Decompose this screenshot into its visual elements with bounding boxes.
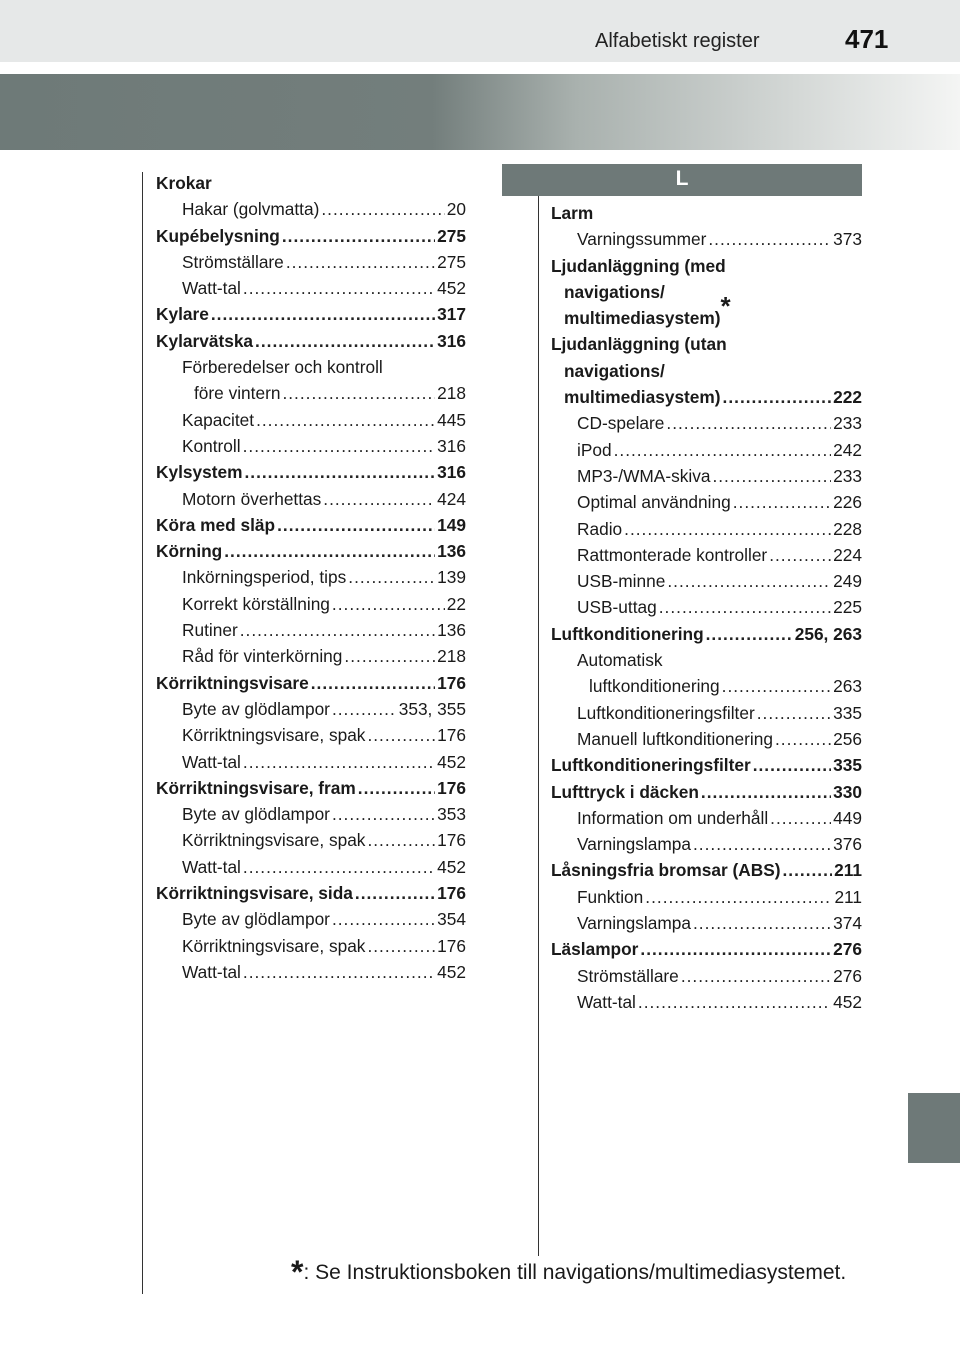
dot-leader xyxy=(757,700,831,726)
page-reference: 452 xyxy=(437,751,466,772)
dot-leader xyxy=(367,827,435,853)
entry-label: Lufttryck i däcken xyxy=(551,781,699,802)
dot-leader xyxy=(255,328,435,354)
page-reference: 224 xyxy=(833,544,862,565)
index-heading xyxy=(551,647,862,673)
entry-label: Luftkonditioneringsfilter xyxy=(577,702,755,723)
entry-label: Watt-tal xyxy=(577,991,636,1012)
entry-label: multimediasystem) xyxy=(564,387,721,408)
dot-leader xyxy=(706,621,793,647)
section-letter-header: L xyxy=(502,164,862,196)
index-entry xyxy=(156,906,466,932)
entry-label: Läslampor xyxy=(551,939,639,960)
page-reference: 242 xyxy=(833,439,862,460)
footnote xyxy=(291,1254,846,1291)
index-entry xyxy=(551,989,862,1015)
page-reference: 139 xyxy=(437,567,466,588)
page-reference: 275 xyxy=(437,251,466,272)
page-reference: 176 xyxy=(437,935,466,956)
entry-label: Ljudanläggning (med xyxy=(551,255,726,276)
dot-leader xyxy=(282,380,435,406)
dot-leader xyxy=(224,538,435,564)
dot-leader xyxy=(624,516,831,542)
index-column-right xyxy=(551,200,862,1015)
index-heading xyxy=(551,253,862,279)
header-bar xyxy=(0,0,960,62)
page-reference: 354 xyxy=(437,909,466,930)
entry-label: Luftkonditionering xyxy=(551,623,704,644)
page-reference: 20 xyxy=(446,199,466,220)
entry-label: Strömställare xyxy=(182,251,284,272)
page-reference: 449 xyxy=(833,807,862,828)
index-heading xyxy=(551,200,862,226)
entry-label: Varningssummer xyxy=(577,229,707,250)
page-reference: 374 xyxy=(833,913,862,934)
entry-label: Rattmonterade kontroller xyxy=(577,544,768,565)
entry-label: Körriktningsvisare, spak xyxy=(182,830,366,851)
page-reference: 256, 263 xyxy=(794,623,862,644)
entry-label: Information om underhåll xyxy=(577,807,769,828)
index-entry xyxy=(551,516,862,542)
entry-label: Krokar xyxy=(156,173,212,193)
index-entry xyxy=(156,196,466,222)
index-entry xyxy=(551,963,862,989)
index-entry xyxy=(156,301,466,327)
page-reference: 136 xyxy=(437,620,466,641)
page-reference: 22 xyxy=(446,593,466,614)
chapter-tab xyxy=(908,1093,960,1163)
dot-leader xyxy=(348,564,435,590)
page-reference: 452 xyxy=(437,856,466,877)
page-reference: 452 xyxy=(437,961,466,982)
dot-leader xyxy=(693,831,831,857)
dot-leader xyxy=(708,226,831,252)
entry-label: Manuell luftkonditionering xyxy=(577,728,773,749)
dot-leader xyxy=(244,459,435,485)
index-entry xyxy=(156,933,466,959)
entry-label: Radio xyxy=(577,518,623,539)
page-reference: 452 xyxy=(437,278,466,299)
index-entry xyxy=(551,568,862,594)
entry-label: Körriktningsvisare, spak xyxy=(182,935,366,956)
entry-label: Byte av glödlampor xyxy=(182,909,330,930)
entry-label: Köra med släp xyxy=(156,514,276,535)
page-reference: 335 xyxy=(833,755,862,776)
page-reference: 445 xyxy=(437,409,466,430)
entry-label: Kapacitet xyxy=(182,409,255,430)
entry-label: luftkonditionering xyxy=(589,676,720,697)
page-reference: 176 xyxy=(437,830,466,851)
page-reference: 176 xyxy=(437,725,466,746)
index-entry xyxy=(156,670,466,696)
page-reference: 275 xyxy=(437,225,466,246)
dot-leader xyxy=(723,384,832,410)
entry-label: Kupébelysning xyxy=(156,225,280,246)
index-entry xyxy=(551,700,862,726)
dot-leader xyxy=(277,512,435,538)
page-reference: 376 xyxy=(833,834,862,855)
index-entry xyxy=(156,722,466,748)
index-entry xyxy=(156,880,466,906)
dot-leader xyxy=(645,884,832,910)
index-entry xyxy=(551,384,862,410)
index-entry xyxy=(551,542,862,568)
entry-label: Rutiner xyxy=(182,620,238,641)
page-reference: 353 xyxy=(437,804,466,825)
index-entry xyxy=(551,805,862,831)
dot-leader xyxy=(659,594,831,620)
page-reference: 211 xyxy=(834,886,862,907)
page-reference: 353, 355 xyxy=(398,698,466,719)
entry-label: Strömställare xyxy=(577,965,679,986)
index-entry xyxy=(156,459,466,485)
entry-label: Körriktningsvisare, fram xyxy=(156,777,356,798)
page-reference: 276 xyxy=(833,939,862,960)
dot-leader xyxy=(355,880,435,906)
page-reference: 149 xyxy=(437,514,466,535)
entry-label: USB-minne xyxy=(577,571,666,592)
index-entry xyxy=(156,223,466,249)
dot-leader xyxy=(321,196,444,222)
index-entry xyxy=(551,884,862,910)
index-entry xyxy=(551,489,862,515)
page-reference: 316 xyxy=(437,330,466,351)
page-title: Alfabetiskt register xyxy=(595,30,760,52)
index-heading xyxy=(551,331,862,357)
entry-label: Automatisk xyxy=(577,650,663,671)
index-entry xyxy=(156,433,466,459)
dot-leader xyxy=(722,673,832,699)
index-heading xyxy=(156,170,466,196)
entry-label: Ljudanläggning (utan xyxy=(551,334,727,355)
index-entry xyxy=(156,696,466,722)
index-entry xyxy=(551,910,862,936)
entry-label: Watt-tal xyxy=(182,751,241,772)
entry-label: iPod xyxy=(577,439,612,460)
index-entry xyxy=(551,621,862,647)
column-divider xyxy=(538,194,539,1256)
entry-label: Larm xyxy=(551,203,594,223)
dot-leader xyxy=(733,489,831,515)
entry-label: Optimal användning xyxy=(577,492,731,513)
page-reference: 424 xyxy=(437,488,466,509)
footnote-text: : Se Instruktionsboken till navigations/multimediasystemet. xyxy=(303,1261,847,1284)
entry-label: Varningslampa xyxy=(577,913,691,934)
entry-label: Kylarvätska xyxy=(156,330,254,351)
page-reference: 276 xyxy=(833,965,862,986)
entry-label: navigations/ xyxy=(564,360,665,381)
page-reference: 316 xyxy=(437,435,466,456)
index-entry xyxy=(551,726,862,752)
dot-leader xyxy=(358,775,435,801)
index-heading xyxy=(551,279,862,305)
entry-label: Kylsystem xyxy=(156,462,243,483)
index-entry xyxy=(551,226,862,252)
dot-leader xyxy=(775,726,831,752)
page-reference: 330 xyxy=(833,781,862,802)
dot-leader xyxy=(243,749,435,775)
dot-leader xyxy=(701,779,831,805)
dot-leader xyxy=(243,433,436,459)
page-reference: 225 xyxy=(833,597,862,618)
entry-label: Körriktningsvisare, spak xyxy=(182,725,366,746)
index-entry xyxy=(551,831,862,857)
page-reference: 256 xyxy=(833,728,862,749)
index-entry xyxy=(156,749,466,775)
entry-label: Watt-tal xyxy=(182,278,241,299)
dot-leader xyxy=(286,249,435,275)
left-rule xyxy=(142,172,143,1294)
dot-leader xyxy=(323,486,435,512)
entry-label: Luftkonditioneringsfilter xyxy=(551,755,751,776)
footnote-marker: * xyxy=(291,1254,304,1290)
index-entry xyxy=(551,857,862,883)
index-entry xyxy=(156,407,466,433)
page-reference: 226 xyxy=(833,492,862,513)
dot-leader xyxy=(332,696,397,722)
dot-leader xyxy=(282,223,435,249)
dot-leader xyxy=(367,933,435,959)
entry-label: Körriktningsvisare xyxy=(156,672,309,693)
entry-label: Låsningsfria bromsar (ABS) xyxy=(551,860,781,881)
page-reference: 218 xyxy=(437,383,466,404)
index-entry xyxy=(156,617,466,643)
dot-leader xyxy=(666,410,831,436)
index-entry xyxy=(551,752,862,778)
entry-label: Watt-tal xyxy=(182,856,241,877)
index-entry xyxy=(156,775,466,801)
index-entry xyxy=(156,380,466,406)
entry-label: CD-spelare xyxy=(577,413,665,434)
index-entry xyxy=(156,801,466,827)
entry-label: Kylare xyxy=(156,304,209,325)
entry-label: före vintern xyxy=(194,383,281,404)
index-entry xyxy=(156,564,466,590)
index-heading xyxy=(156,354,466,380)
page-reference: 218 xyxy=(437,646,466,667)
index-entry xyxy=(551,437,862,463)
page-reference: 222 xyxy=(833,387,862,408)
dot-leader xyxy=(256,407,435,433)
entry-label: Förberedelser och kontroll xyxy=(182,357,383,378)
header-banner xyxy=(0,74,960,150)
dot-leader xyxy=(344,643,435,669)
entry-label: multimediasystem) xyxy=(564,308,721,329)
entry-label: Funktion xyxy=(577,886,644,907)
index-entry xyxy=(551,673,862,699)
dot-leader xyxy=(240,617,435,643)
entry-label: Byte av glödlampor xyxy=(182,804,330,825)
dot-leader xyxy=(783,857,833,883)
dot-leader xyxy=(638,989,831,1015)
index-entry xyxy=(156,591,466,617)
index-entry xyxy=(156,827,466,853)
page-reference: 176 xyxy=(437,883,466,904)
page-reference: 263 xyxy=(833,676,862,697)
page-reference: 317 xyxy=(437,304,466,325)
index-entry xyxy=(551,936,862,962)
entry-label: Körning xyxy=(156,541,223,562)
entry-label: MP3-/WMA-skiva xyxy=(577,465,711,486)
dot-leader xyxy=(770,805,831,831)
entry-label: Inkörningsperiod, tips xyxy=(182,567,347,588)
dot-leader xyxy=(311,670,435,696)
index-entry xyxy=(156,275,466,301)
page-reference: 249 xyxy=(833,571,862,592)
page-reference: 233 xyxy=(833,413,862,434)
entry-label: Hakar (golvmatta) xyxy=(182,199,320,220)
footnote-ref-marker: * xyxy=(720,291,731,322)
dot-leader xyxy=(332,591,445,617)
page-reference: 176 xyxy=(437,777,466,798)
page-reference: 316 xyxy=(437,462,466,483)
dot-leader xyxy=(681,963,831,989)
entry-label: navigations/ xyxy=(564,281,665,302)
entry-label: Motorn överhettas xyxy=(182,488,322,509)
entry-label: Råd för vinterkörning xyxy=(182,646,343,667)
index-heading xyxy=(551,358,862,384)
entry-label: Korrekt körställning xyxy=(182,593,330,614)
dot-leader xyxy=(211,301,435,327)
page-reference: 228 xyxy=(833,518,862,539)
index-entry xyxy=(551,779,862,805)
page-reference: 373 xyxy=(833,229,862,250)
index-entry xyxy=(551,594,862,620)
index-column-left xyxy=(156,170,466,985)
page-reference: 452 xyxy=(833,991,862,1012)
dot-leader xyxy=(614,437,832,463)
index-entry xyxy=(551,463,862,489)
dot-leader xyxy=(332,801,435,827)
dot-leader xyxy=(332,906,435,932)
index-entry xyxy=(156,249,466,275)
page-reference: 335 xyxy=(833,702,862,723)
index-entry xyxy=(156,538,466,564)
index-entry xyxy=(551,410,862,436)
entry-label: Byte av glödlampor xyxy=(182,698,330,719)
index-entry xyxy=(156,643,466,669)
dot-leader xyxy=(769,542,831,568)
dot-leader xyxy=(712,463,831,489)
dot-leader xyxy=(753,752,831,778)
dot-leader xyxy=(667,568,831,594)
index-entry xyxy=(156,486,466,512)
page-reference: 176 xyxy=(437,672,466,693)
entry-label: Varningslampa xyxy=(577,834,691,855)
entry-label: Watt-tal xyxy=(182,961,241,982)
entry-label: USB-uttag xyxy=(577,597,657,618)
dot-leader xyxy=(243,959,435,985)
page-reference: 136 xyxy=(437,541,466,562)
dot-leader xyxy=(367,722,435,748)
index-entry xyxy=(156,854,466,880)
dot-leader xyxy=(640,936,831,962)
page-reference: 233 xyxy=(833,465,862,486)
page-reference: 211 xyxy=(834,860,862,881)
page-number: 471 xyxy=(845,24,889,54)
entry-label: Kontroll xyxy=(182,435,241,456)
dot-leader xyxy=(243,275,435,301)
index-entry xyxy=(156,512,466,538)
index-entry xyxy=(156,959,466,985)
dot-leader xyxy=(693,910,831,936)
index-entry xyxy=(156,328,466,354)
dot-leader xyxy=(243,854,435,880)
entry-label: Körriktningsvisare, sida xyxy=(156,883,353,904)
